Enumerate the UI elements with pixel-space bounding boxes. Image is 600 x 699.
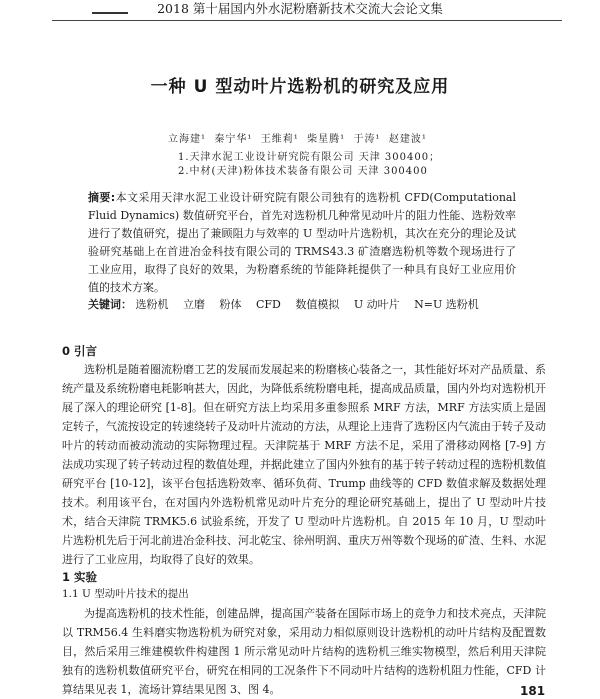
keyword: 选粉机 (135, 298, 169, 311)
header-rule (52, 20, 562, 21)
keyword: 数值模拟 (295, 298, 340, 311)
affiliation: 2.中材(天津)粉体技术装备有限公司 天津 300400 (178, 166, 428, 177)
abstract-label: 摘要: (88, 191, 116, 204)
author: 赵建波¹ (388, 134, 427, 145)
author-list (168, 130, 488, 145)
header-scribble (92, 12, 128, 18)
keyword: U 动叶片 (353, 298, 400, 311)
abstract-text: 本文采用天津水泥工业设计研究院有限公司独有的选粉机 CFD(Computational Fluid Dynamics) 数值研究平台，首先对选粉机几种常见动叶片的阻力性能、选粉效率进行了数值研究，提出了兼顾阻力与效率的 U 型动叶片选粉机，其次在充分的理论及试验研究基础上在首进冶金科技有限公司的 TRMS43.3 矿渣磨选粉机等数个现场进行了工业应用，取得了良好的效果，为粉磨系统的节能降耗提供了一种具有良好工业应用价值的技术方案。 (88, 191, 516, 294)
running-title: 2018 第十届国内外水泥粉磨新技术交流大会论文集 (157, 1, 443, 16)
paper-title: 一种 U 型动叶片选粉机的研究及应用 (150, 77, 450, 97)
keyword: 粉体 (219, 298, 242, 311)
experiment-paragraph: 为提高选粉机的技术性能，创建品牌，提高国产装备在国际市场上的竞争力和技术亮点，天津院以 TRM56.4 生料磨实物选粉机为研究对象，采用动力相似原则设计选粉机的动叶片结构及配置数目，然后采用三维建模软件构建图 1 所示常见动叶片结构的选粉机三维实物模型，然后利用天津院独有的选粉机数值研究平台，研究在相同的工况条件下不同动叶片结构的选粉机阻力性能，CFD 计算结果见表 1，流场计算结果见图 3、图 4。 (62, 607, 546, 696)
experiment-body (62, 604, 546, 699)
intro-body (62, 360, 546, 569)
keyword: N=U 选粉机 (414, 298, 479, 311)
page-number: 181 (520, 684, 546, 698)
author: 于涛¹ (353, 134, 381, 145)
author: 王维莉¹ (260, 134, 299, 145)
running-header (0, 0, 600, 22)
subsection-heading: 1.1 U 型动叶片技术的提出 (62, 588, 189, 600)
affiliation: 1.天津水泥工业设计研究院有限公司 天津 300400； (178, 152, 441, 163)
keyword: 立磨 (183, 298, 205, 311)
author: 秦宁华¹ (214, 134, 253, 145)
author: 立海建¹ (168, 134, 207, 145)
keywords-label: 关键词： (88, 298, 132, 311)
section-heading-experiment: 1 实验 (62, 570, 98, 584)
author: 柴星腾¹ (307, 134, 346, 145)
keyword: CFD (256, 298, 281, 311)
keywords (88, 296, 528, 312)
section-heading-intro: 0 引言 (62, 344, 98, 358)
intro-paragraph: 选粉机是随着圈流粉磨工艺的发展而发展起来的粉磨核心装备之一，其性能好坏对产品质量、系统产量及系统粉磨电耗影响甚大，因此，为降低系统粉磨电耗，提高成品质量，国内外均对选粉机开展了深入的理论研究 [1-8]。但在研究方法上均采用多重参照系 MRF 方法，MRF 方法实质上是固定转子，气流按设定的转速绕转子及动叶片流动的方法，从理论上违背了选粉区内气流由于转子及动叶片的转动而被动流动的实际物理过程。天津院基于 MRF 方法不足，采用了滑移动网格 [7-9] 方法成功实现了转子转动过程的数值处理，并据此建立了国内外独有的基于转子转动过程的选粉机数值研究平台 [10-12]，该平台包括选粉效率、循环负荷、Trump 曲线等的 CFD 数值求解及数据处理技术。利用该平台，在对国内外选粉机常见动叶片充分的理论研究基础上，提出了 U 型动叶片技术，结合天津院 TRMK5.6 试验系统，开发了 U 型动叶片选粉机。自 2015 年 10 月，U 型动叶片选粉机先后于河北前进冶金科技、河北乾宝、徐州明润、重庆万州等数个现场的矿渣、生料、水泥进行了工业应用，均取得了良好的效果。 (62, 363, 546, 566)
abstract (88, 189, 516, 297)
